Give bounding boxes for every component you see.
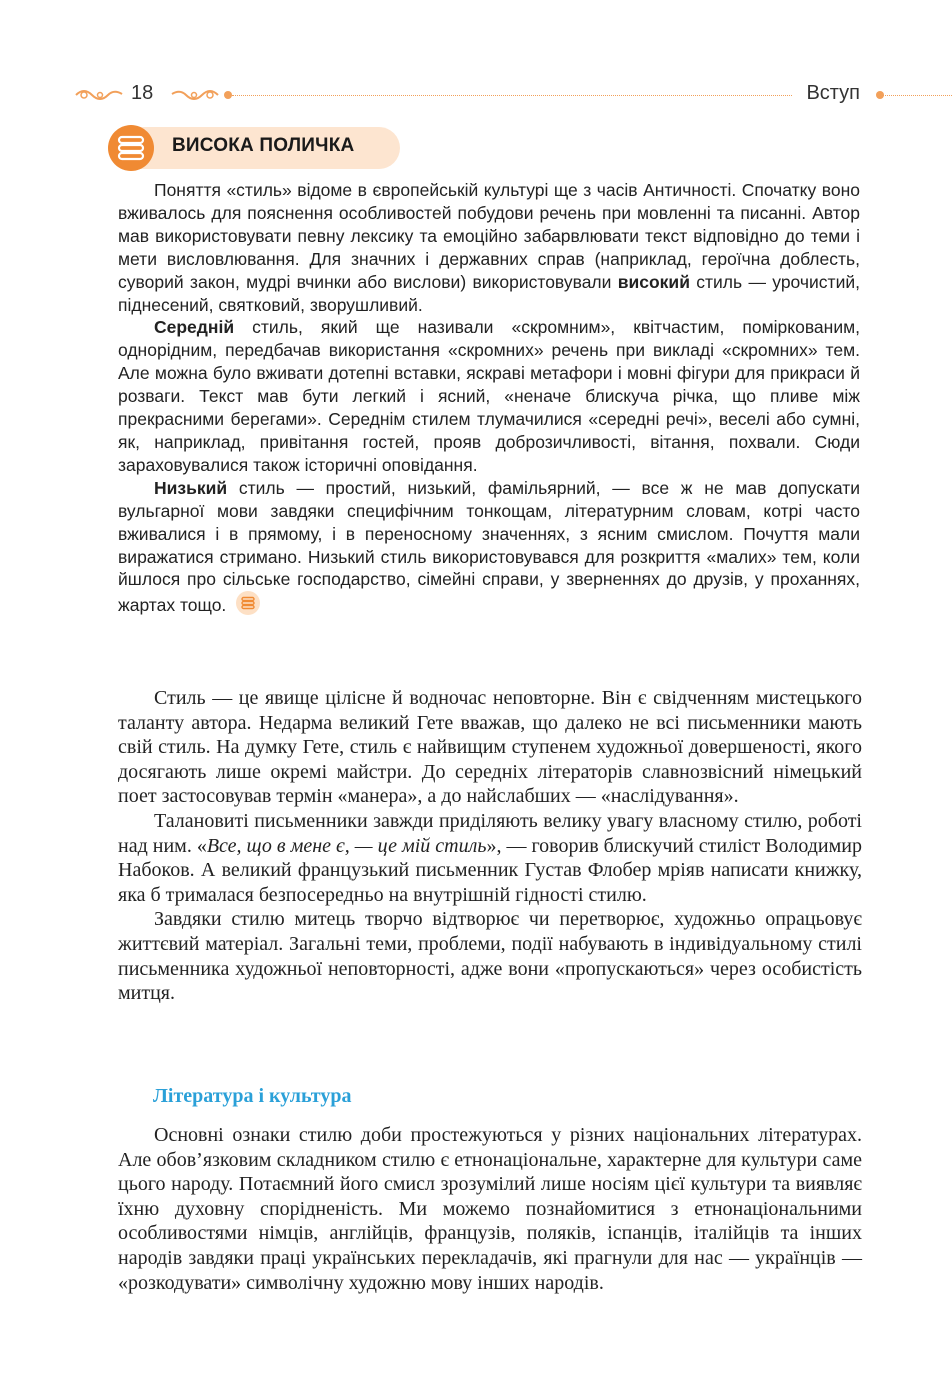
subsection-text-block bbox=[118, 1123, 862, 1295]
books-stack-end-icon bbox=[236, 591, 260, 615]
sidebar-paragraph-high: Поняття «стиль» відоме в європейській культурі ще з часів Античності. Спочатку воно вживалось для пояснення особливостей побудови речень при мовленні та писанні. Автор мав використовувати певну лексику та емоційно забарвлювати текст відповідно до теми і мети висловлювання. Для значних і державних справ (наприклад, героїчна доблесть, суворий закон, мудрі вчинки або вислови) використовували високий стиль — урочистий, піднесений, святковий, зворушливий. bbox=[118, 180, 860, 315]
term-low: Низький bbox=[154, 477, 228, 498]
sidebar-paragraph-middle: Середній стиль, який ще називали «скромним», квітчастим, поміркованим, однорідним, передбачав використання «скромних» речень при викладі «скромних» тем. Але можна було вживати дотепні вставки, яскраві метафори і мовні фігури для прикраси й розваги. Текст мав бути легкий і ясний, «неначе блискуча річка, що пливе між прекрасними берегами». Середнім стилем тлумачилися «середні речі», веселі або сумні, як, наприклад, привітання гостей, прояв доброзичливості, вітання, похвали. Сюди зараховувалися також історичні оповідання. bbox=[118, 317, 860, 475]
main-paragraph: Стиль — це явище цілісне й водночас неповторне. Він є свідченням мистецького таланту автора. Недарма великий Гете вважав, що далеко не всі письменники мають свій стиль. На думку Гете, стиль є найвищим ступенем художньої довершеності, якого досягають лише окремі майстри. До середніх літераторів славнозвісний німецький поет застосовував термін «манера», а до найслабших — «наслідування». bbox=[118, 687, 862, 808]
left-ornament-icon bbox=[74, 86, 126, 104]
section-title: Вступ bbox=[806, 82, 860, 104]
term-middle: Середній bbox=[154, 317, 235, 338]
nabokov-quote: Все, що в мене є, — це мій стиль bbox=[206, 834, 487, 857]
header-dot bbox=[224, 91, 232, 99]
main-paragraph: Талановиті письменники завжди приділяють велику увагу власному стилю, роботі над ним. «Все, що в мене є, — це мій стиль», — говорив блискучий стиліст Володимир Набоков. А великий французький письменник Густав Флобер мріяв написати книжку, яка б трималася безпосередньо на внутрішній гідності стилю. bbox=[118, 809, 862, 906]
main-paragraph: Завдяки стилю митець творчо відтворює чи перетворює, художньо опрацьовує життєвий матеріал. Загальні теми, проблеми, події набувають в індивідуальному стилі письменника художньої неповторності, адже вони «пропускаються» через особистість митця. bbox=[118, 908, 862, 1005]
subsection-paragraph: Основні ознаки стилю доби простежуються у різних національних літературах. Але обов’язковим складником стилю є етнонаціональне, характерне для культури саме цього народу. Потаємний його смисл зрозумілий лише носіям цієї культури та виявляє їхню духовну спорідненість. Ми можемо познайомитися з етнонаціональними особливостями німців, англійців, французів, поляків, іспанців, італійців та інших народів завдяки праці українських перекладачів, які прагнули для нас — українців — «розкодувати» символічну художню мову інших народів. bbox=[118, 1124, 862, 1294]
shelf-title: ВИСОКА ПОЛИЧКА bbox=[172, 135, 355, 156]
sidebar-text-block bbox=[118, 179, 860, 617]
subsection-heading: Література і культура bbox=[153, 1085, 352, 1107]
books-stack-icon bbox=[108, 125, 154, 171]
header-rule bbox=[232, 95, 792, 96]
sidebar-paragraph-low: Низький стиль — простий, низький, фамільярний, — все ж не мав допускати вульгарної мови завдяки специфічним тонкощам, літературним словам, котрі часто вживалися і в прямому, і в переносному значеннях, з ясним смислом. Почуття мали виражатися стримано. Низький стиль використовувався для розкриття «малих» тем, коли йшлося про сільське господарство, сімейні справи, у зверненнях до друзів, у проханнях, жартах тощо. bbox=[118, 477, 860, 616]
term-high: високий bbox=[617, 271, 690, 292]
main-text-block bbox=[118, 686, 862, 1006]
page-header bbox=[0, 80, 952, 110]
header-end-rule bbox=[878, 95, 952, 96]
page-number: 18 bbox=[131, 82, 154, 104]
right-ornament-icon bbox=[168, 86, 220, 104]
high-shelf-banner bbox=[108, 125, 400, 169]
